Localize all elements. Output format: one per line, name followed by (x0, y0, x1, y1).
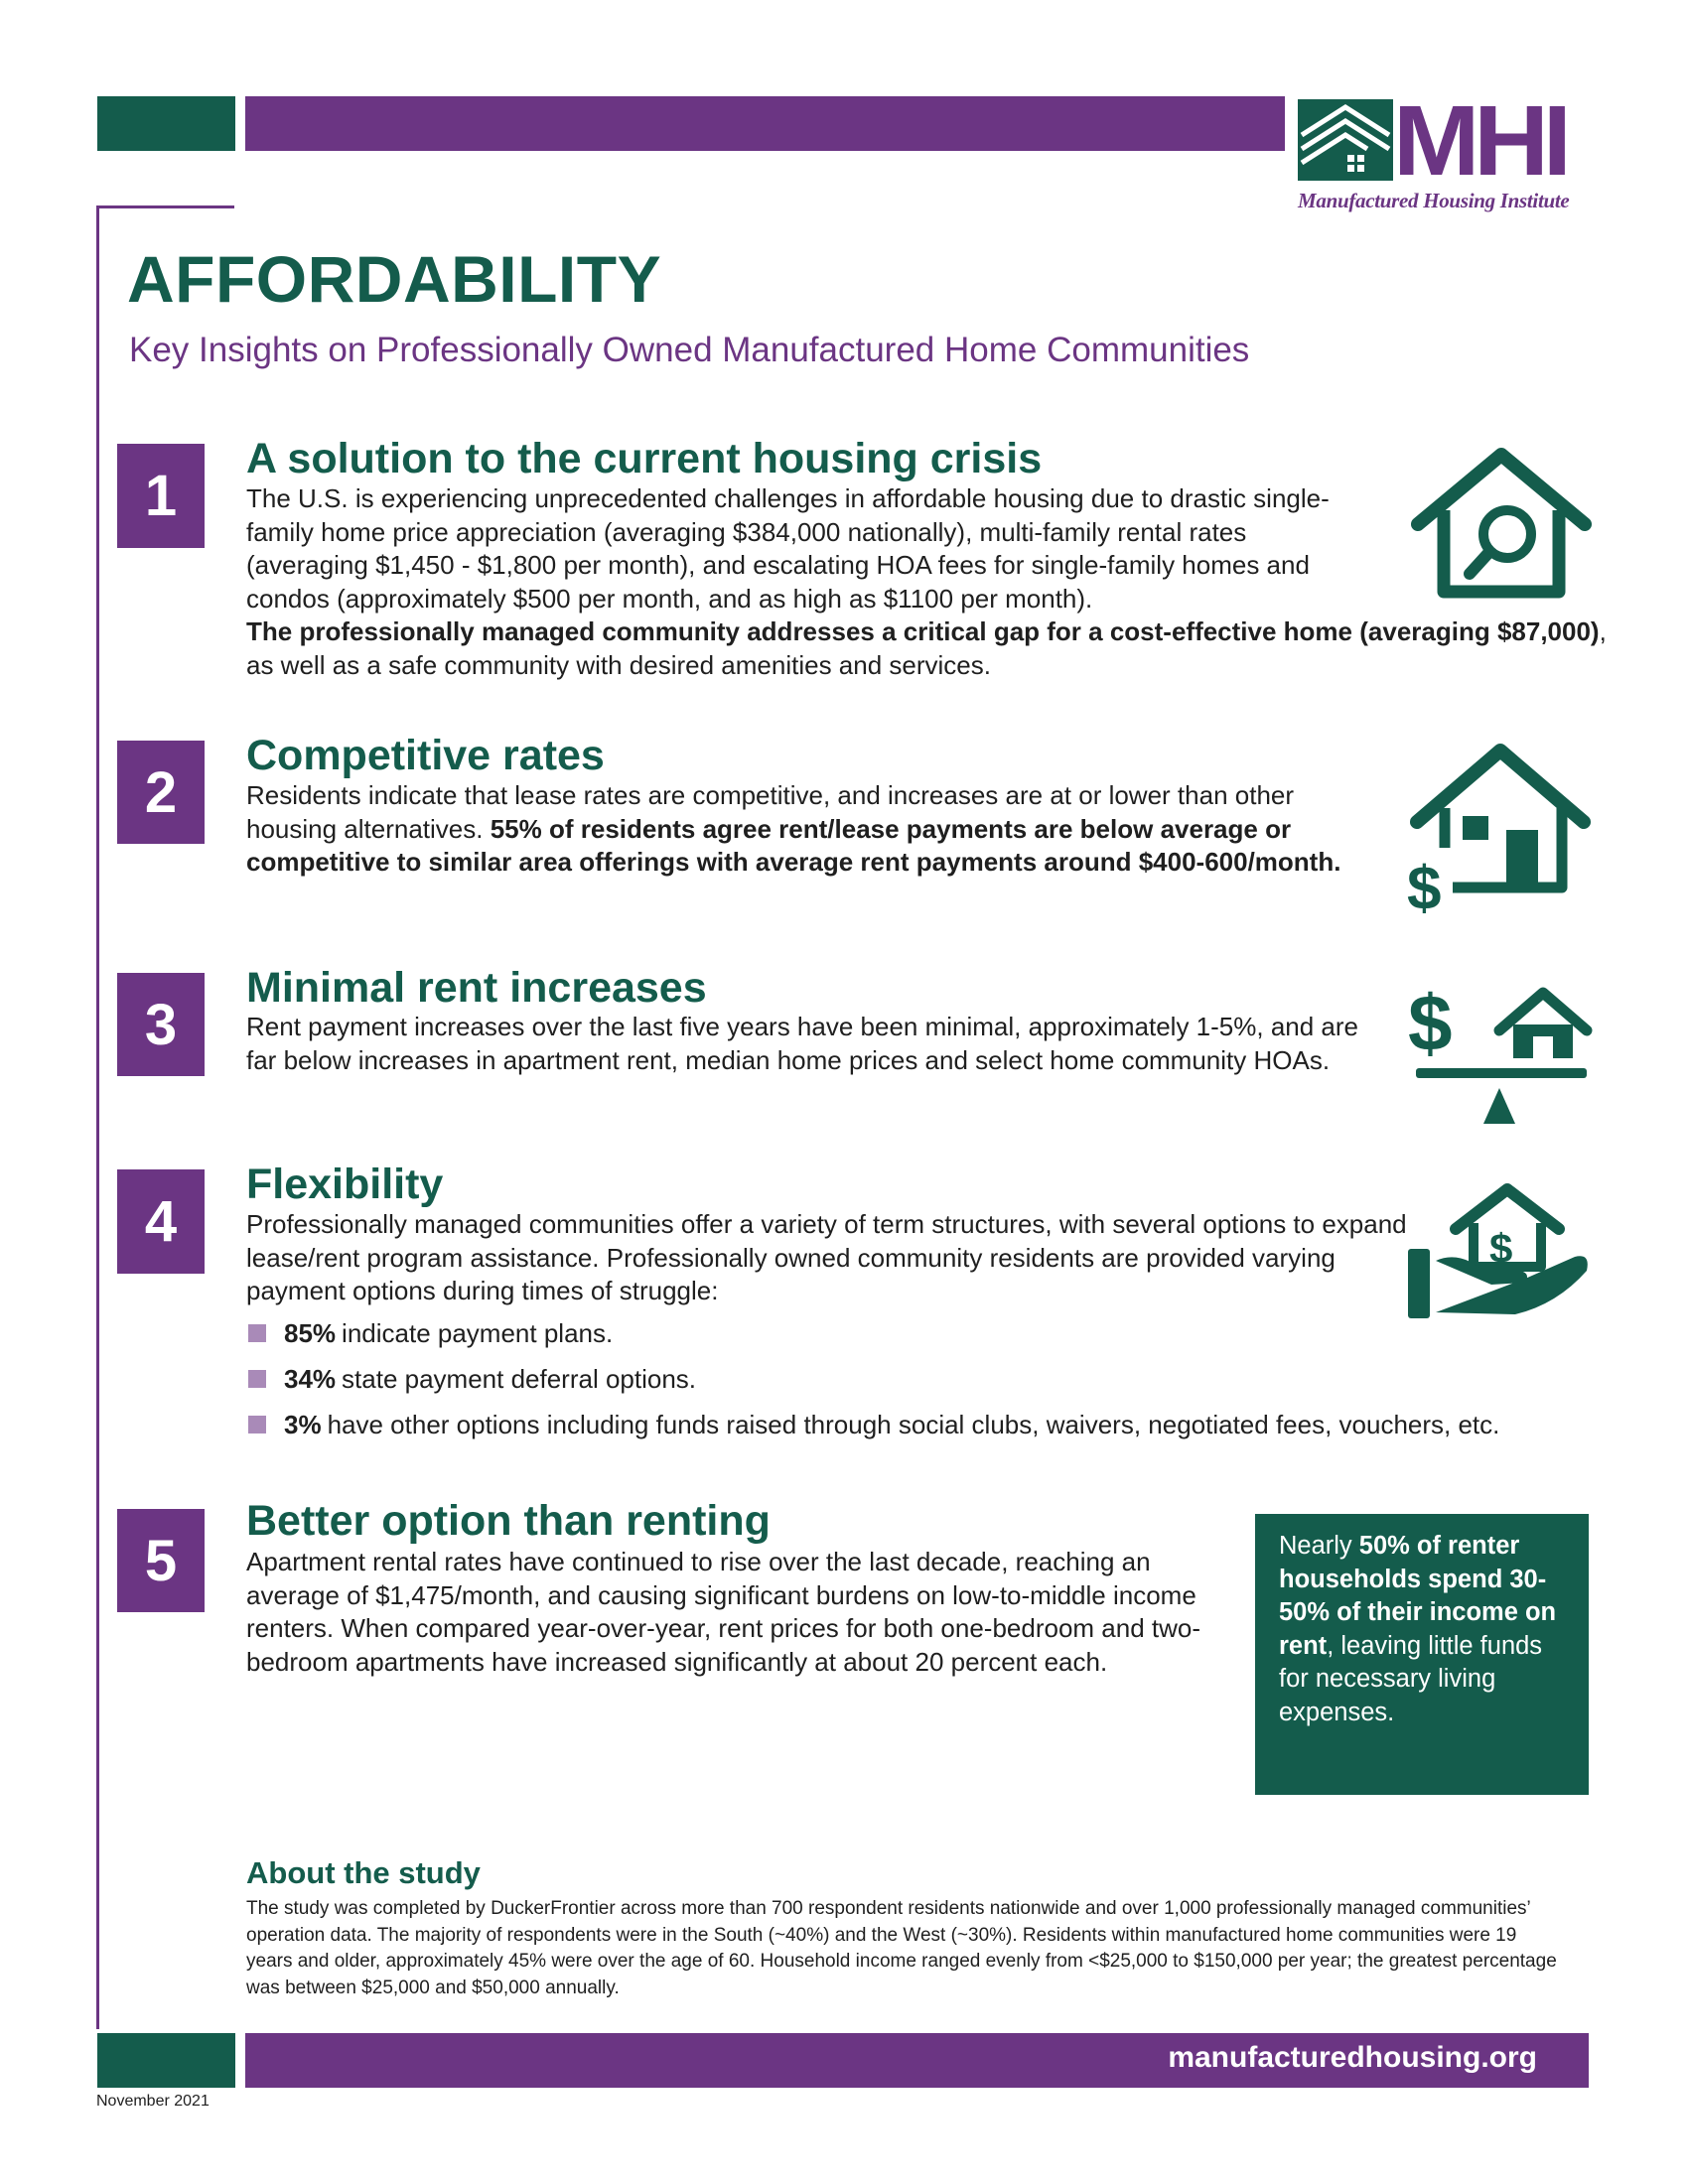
section-body-4: Professionally managed communities offer a variety of term structures, with several options to expand lease/rent program assistance. Professionally owned community residents are provided varying payment options during times of struggle: (246, 1209, 1407, 1305)
section-body-1 (246, 482, 1607, 682)
section-title-5: Better option than renting (246, 1497, 771, 1545)
page-title: AFFORDABILITY (127, 242, 662, 316)
bullet-value: 3% (284, 1409, 322, 1439)
about-body: The study was completed by DuckerFrontier across more than 700 respondent residents nationwide and over 1,000 professionally managed communities’ operation data. The majority of respondents were in the South (~40%) and the West (~30%). Residents within manufactured home communities were 19 years and older, approximately 45% were over the age of 60. Household income ranged evenly from <$25,000 to $150,000 per year; the greatest percentage was between $25,000 and $50,000 annually. (246, 1898, 1557, 1998)
renter-stat-callout (1255, 1514, 1589, 1795)
bullet-text: state payment deferral options. (342, 1363, 697, 1394)
left-rule-top (96, 205, 234, 208)
hand-house-icon (1408, 1179, 1593, 1324)
balance-scale-icon (1408, 973, 1593, 1128)
section-number-4: 4 (117, 1169, 205, 1274)
callout-lead: Nearly (1279, 1532, 1352, 1560)
section-1-bold: The professionally managed community addresses a critical gap for a cost-effective home (averaging $87,000) (246, 616, 1600, 646)
section-body-2 (246, 779, 1368, 880)
bullet-square-icon (248, 1370, 266, 1388)
svg-text:$: $ (1408, 979, 1453, 1067)
svg-text:$: $ (1489, 1225, 1513, 1272)
bullet-value: 34% (284, 1363, 337, 1394)
callout-end: , leaving little funds for necessary living expenses. (1279, 1631, 1543, 1726)
logo-house-mark-icon (1298, 99, 1393, 181)
left-rule (96, 205, 99, 2029)
footer-purple-bar (245, 2033, 1589, 2088)
footer-date: November 2021 (96, 2093, 210, 2110)
svg-text:$: $ (1407, 855, 1442, 913)
header-purple-bar (245, 96, 1285, 151)
section-number-1: 1 (117, 444, 205, 548)
section-number-2: 2 (117, 741, 205, 844)
bullet-text: indicate payment plans. (342, 1317, 614, 1348)
section-1-emphasis (246, 615, 1607, 682)
footer-green-block (97, 2033, 235, 2088)
house-search-icon (1410, 445, 1593, 600)
bullet-value: 85% (284, 1317, 337, 1348)
section-1-text: The U.S. is experiencing unprecedented challenges in affordable housing due to drastic single-family home price appreciation (averaging $384,000 nationally), multi-family rental rates (averaging $1,450 - $1,800 per month), and escalating HOA fees for single-family homes and condos (approximately $500 per month, and as high as $1100 per month). (246, 483, 1330, 614)
section-title-1: A solution to the current housing crisis (246, 435, 1043, 482)
section-number-5: 5 (117, 1509, 205, 1612)
list-item (246, 1356, 1499, 1402)
page-subtitle: Key Insights on Professionally Owned Manufactured Home Communities (129, 331, 1250, 369)
logo-subtitle: Manufactured Housing Institute (1298, 189, 1570, 212)
section-title-4: Flexibility (246, 1160, 444, 1208)
section-number-3: 3 (117, 973, 205, 1076)
callout-bold: 50% of renter households spend 30-50% of their income on rent (1279, 1532, 1557, 1660)
section-body-3: Rent payment increases over the last five years have been minimal, approximately 1-5%, and are far below increases in apartment rent, median home prices and select home community HOAs. (246, 1012, 1359, 1075)
list-item (246, 1310, 1499, 1356)
section-title-2: Competitive rates (246, 732, 605, 779)
section-2-text: Residents indicate that lease rates are competitive, and increases are at or lower than other housing alternatives. (246, 780, 1295, 844)
section-body-5: Apartment rental rates have continued to rise over the last decade, reaching an average of $1,475/month, and causing significant burdens on low-to-middle income renters. When compared year-over-year, rent prices for both one-bedroom and two-bedroom apartments have increased significantly at about 20 percent each. (246, 1547, 1201, 1677)
logo-letters: MHI (1393, 85, 1566, 197)
header-green-block (97, 96, 235, 151)
bullet-text: have other options including funds raised through social clubs, waivers, negotiated fees, vouchers, etc. (327, 1409, 1500, 1439)
section-2-bold: 55% of residents agree rent/lease payments are below average or competitive to similar area offerings with average rent payments around $400-600/month. (246, 813, 1341, 877)
bullet-square-icon (248, 1416, 266, 1433)
mhi-logo (1298, 85, 1596, 216)
list-item (246, 1402, 1499, 1447)
section-title-3: Minimal rent increases (246, 964, 707, 1012)
section-1-end: , as well as a safe community with desired amenities and services. (246, 616, 1607, 680)
bullet-square-icon (248, 1324, 266, 1342)
house-dollar-icon (1405, 739, 1594, 913)
about-title: About the study (246, 1855, 481, 1890)
footer-url-link[interactable]: manufacturedhousing.org (1168, 2041, 1537, 2074)
payment-options-list (246, 1310, 1499, 1447)
